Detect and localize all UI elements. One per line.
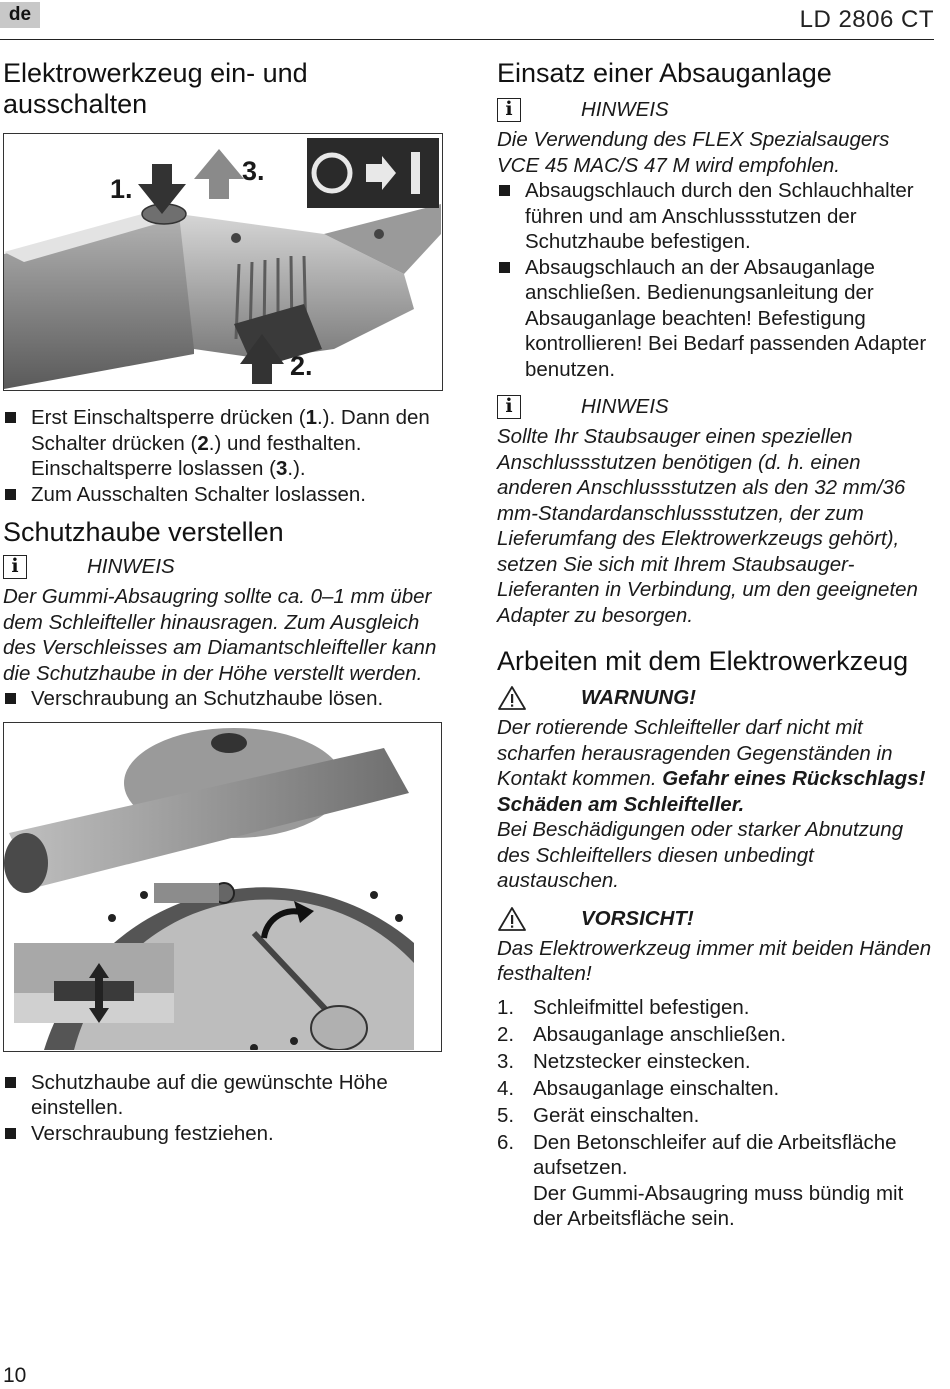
list-item: Verschraubung an Schutzhaube lösen. <box>3 686 443 712</box>
guard-bullets-before <box>3 686 443 712</box>
switch-bullets <box>3 405 443 507</box>
note-text: Der Gummi-Absaugring sollte ca. 0–1 mm über dem Schleifteller hinausragen. Zum Ausgleich des Verschleisses am Diamantschleifteller kann die Schutzhaube in der Höhe verstellt werden. <box>3 585 437 685</box>
list-item: 4. Absauganlage einschalten. <box>497 1076 780 1100</box>
section-title-switch: Elektrowerkzeug ein- und ausschalten <box>3 58 308 119</box>
guard-figure <box>3 722 442 1052</box>
switch-figure <box>3 133 443 391</box>
section-title-extraction: Einsatz einer Absauganlage <box>497 58 832 88</box>
guard-bullets-after <box>3 1070 443 1147</box>
guard-adjust-illustration <box>4 723 440 1050</box>
step-3-label: 3. <box>242 156 265 186</box>
list-item: Zum Ausschalten Schalter loslassen. <box>3 482 443 508</box>
list-item: 1. Schleifmittel befestigen. <box>497 995 750 1019</box>
warning-icon <box>497 685 527 711</box>
note-header <box>3 550 443 584</box>
note-text: Sollte Ihr Staubsauger einen speziellen Anschlussstutzen benötigen (d. h. einen anderen Anschlussstutzen als den 32 mm/36 mm-Standardanschlussstutzen, der zum Lieferumfang des Elektrowerkzeugs gehört), setzen Sie sich mit Ihrem Staubsauger-Lieferanten in Verbindung, um den geeigneten Adapter zu besorgen. <box>497 425 918 627</box>
warning-header <box>497 681 937 715</box>
note-title: HINWEIS <box>581 395 669 418</box>
warning-text: Der rotierende Schleifteller darf nicht mit scharfen herausragenden Gegenständen in Kontakt kommen. Gefahr eines Rückschlags! Schäden am Schleifteller. <box>497 716 926 816</box>
note-text: Die Verwendung des FLEX Spezialsaugers VCE 45 MAC/S 47 M wird empfohlen. <box>497 128 890 177</box>
list-item: 3. Netzstecker einstecken. <box>497 1049 751 1073</box>
note-title: HINWEIS <box>87 555 175 578</box>
caution-title: VORSICHT! <box>581 906 694 930</box>
model-number: LD 2806 CT <box>799 6 934 33</box>
right-column <box>497 58 937 1233</box>
step-2-label: 2. <box>290 351 313 381</box>
caution-icon <box>497 906 527 932</box>
info-icon: i <box>497 395 521 419</box>
language-tag: de <box>0 2 40 28</box>
list-item: Schutzhaube auf die gewünschte Höhe einstellen. <box>3 1070 443 1121</box>
info-icon: i <box>497 98 521 122</box>
step-6-extra: Der Gummi-Absaugring muss bündig mit der Arbeitsfläche sein. <box>533 1181 904 1230</box>
list-item: Verschraubung festziehen. <box>3 1121 443 1147</box>
extraction-bullets <box>497 178 937 382</box>
list-item: Absaugschlauch durch den Schlauchhalter führen und am Anschlussstutzen der Schutzhaube befestigen. <box>497 178 937 255</box>
caution-text: Das Elektrowerkzeug immer mit beiden Händen festhalten! <box>497 936 932 985</box>
info-icon: i <box>3 555 27 579</box>
list-item: Erst Einschaltsperre drücken (1.). Dann den Schalter drücken (2.) und festhalten. Einschaltsperre loslassen (3.). <box>3 405 443 482</box>
list-item: Absaugschlauch an der Absauganlage anschließen. Bedienungsanleitung der Absauganlage beachten! Befestigung kontrollieren! Bei Bedarf passenden Adapter benutzen. <box>497 255 937 383</box>
page-number: 10 <box>3 1364 27 1387</box>
caution-header <box>497 902 937 936</box>
step-1-label: 1. <box>110 174 133 204</box>
list-item: 2. Absauganlage anschließen. <box>497 1022 787 1046</box>
grinder-switch-illustration <box>4 134 441 389</box>
note-header <box>497 93 937 127</box>
note-header <box>497 390 937 424</box>
list-item: 6. Den Betonschleifer auf die Arbeitsfläche aufsetzen. Der Gummi-Absaugring muss bündig mit der Arbeitsfläche sein. <box>497 1130 904 1230</box>
list-item: 5. Gerät einschalten. <box>497 1103 700 1127</box>
warning-text-2: Bei Beschädigungen oder starker Abnutzung des Schleiftellers diesen unbedingt austauschen. <box>497 818 904 892</box>
header-rule <box>0 39 934 40</box>
section-title-working: Arbeiten mit dem Elektrowerkzeug <box>497 646 909 676</box>
left-column <box>3 58 443 1146</box>
working-steps <box>497 995 937 1232</box>
section-title-guard: Schutzhaube verstellen <box>3 517 284 547</box>
note-title: HINWEIS <box>581 98 669 121</box>
warning-title: WARNUNG! <box>581 686 697 709</box>
